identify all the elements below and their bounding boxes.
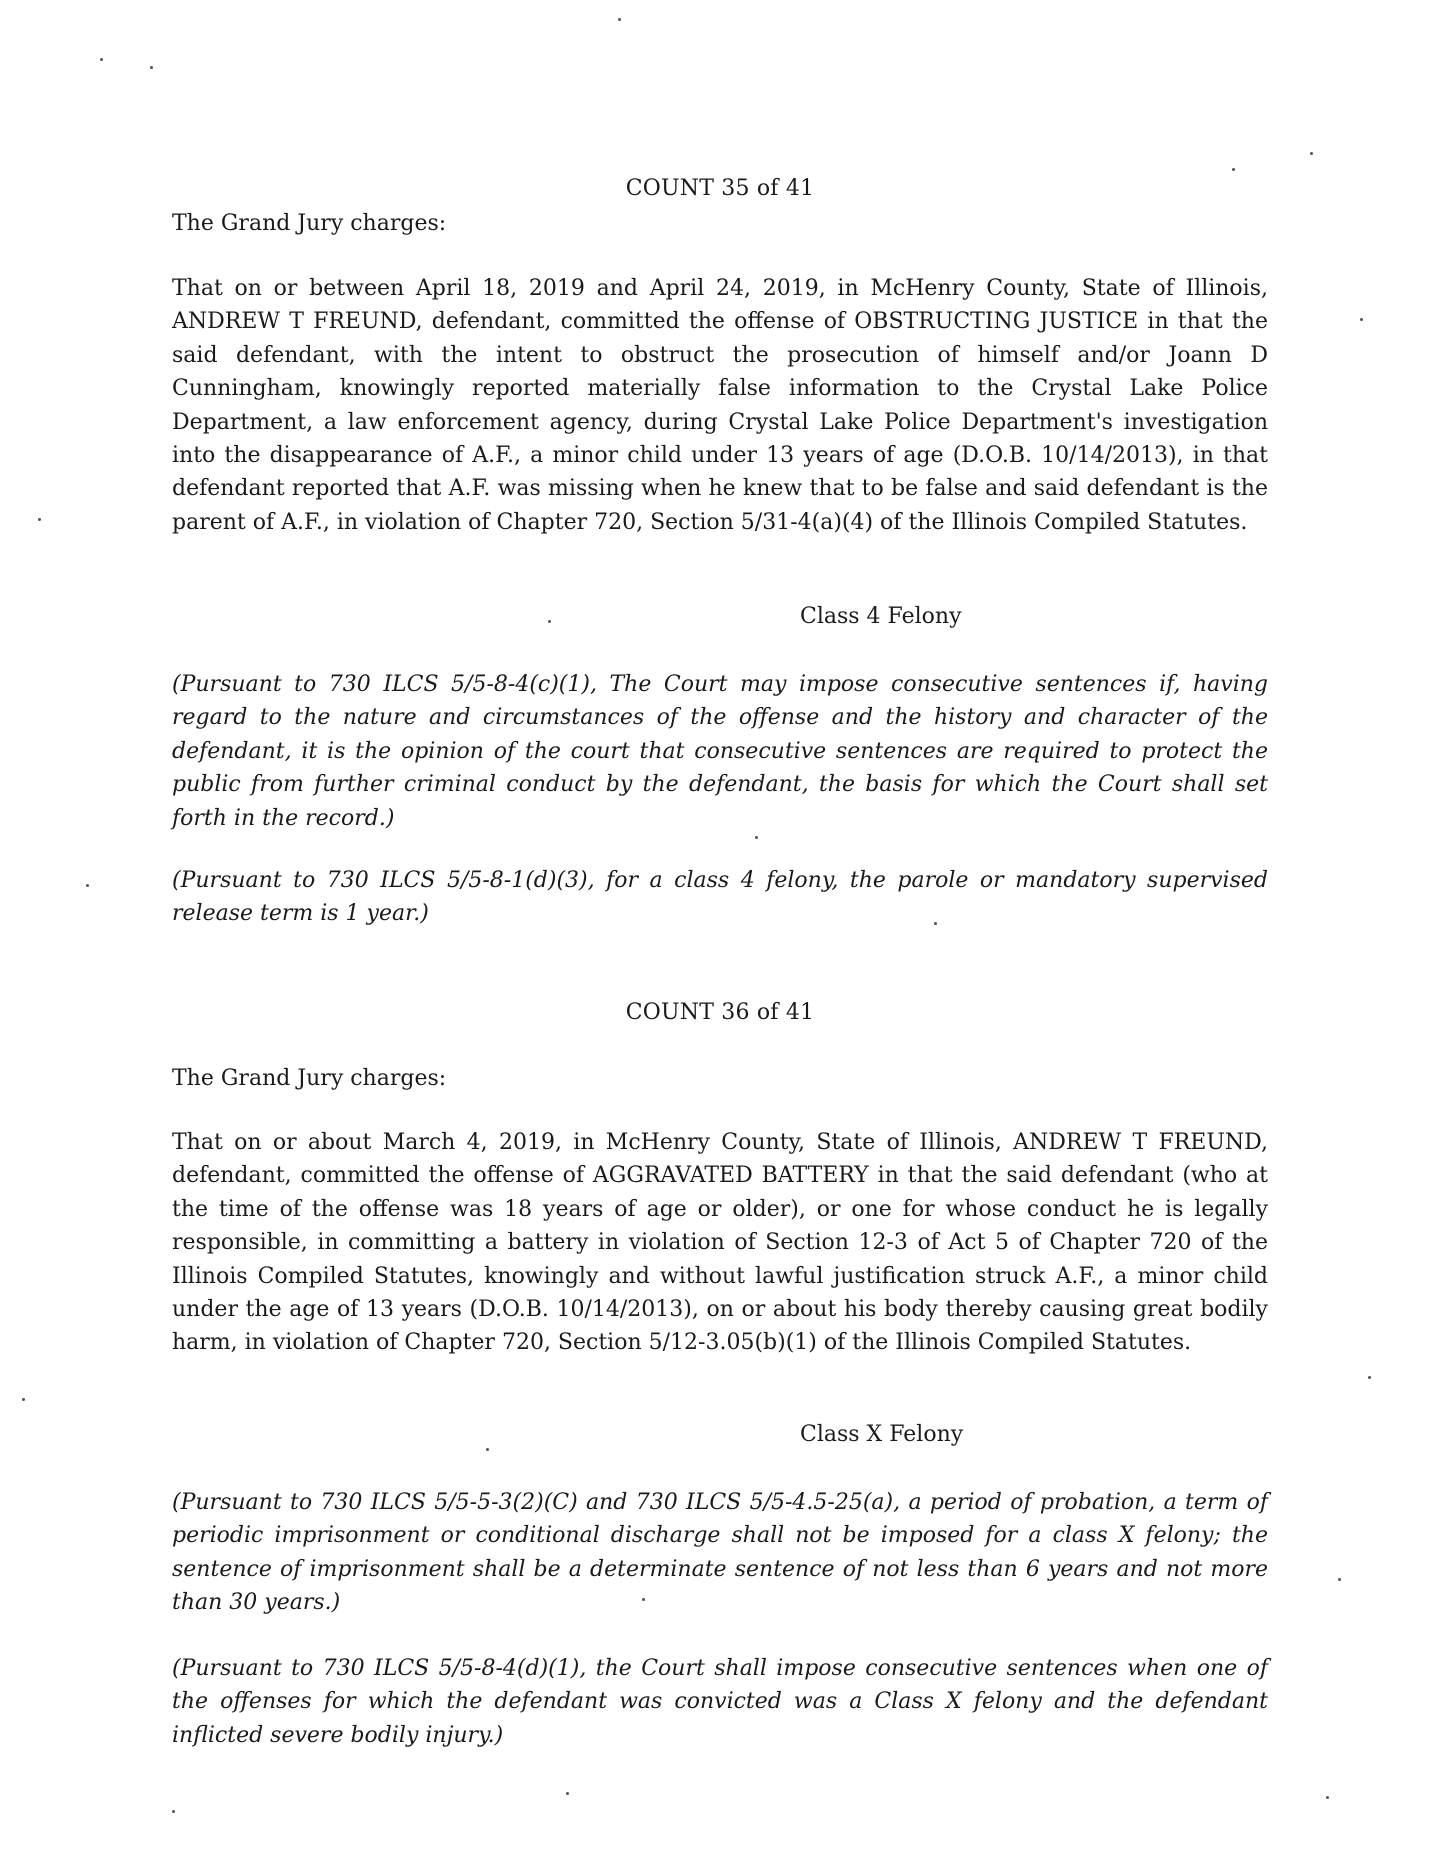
scan-speck — [934, 922, 937, 925]
scan-speck — [1326, 1796, 1329, 1799]
scan-speck — [1360, 318, 1363, 321]
scan-speck — [566, 1792, 569, 1795]
scan-speck — [1232, 168, 1235, 171]
count-36-heading: COUNT 36 of 41 — [625, 1000, 815, 1025]
count-36-intro: The Grand Jury charges: — [172, 1066, 447, 1091]
scan-speck — [1338, 1578, 1341, 1581]
scan-speck — [100, 58, 103, 61]
scan-speck — [755, 836, 758, 839]
scan-speck — [172, 1810, 175, 1813]
scan-speck — [38, 518, 41, 521]
scan-speck — [486, 1448, 489, 1451]
count-35-class: Class 4 Felony — [800, 604, 962, 629]
scan-speck — [618, 18, 621, 21]
count-35-charge: That on or between April 18, 2019 and April 24, 2019, in McHenry County, State of Illinois, ANDREW T FREUND, defendant, committed the offense of OBSTRUCTING JUSTICE in that the said defendant, with the intent to obstruct the prosecution of himself and/or Joann D Cunningham, knowingly reported materially false information to the Crystal Lake Police Department, a law enforcement agency, during Crystal Lake Police Department's investigation into the disappearance of A.F., a minor child under 13 years of age (D.O.B. 10/14/2013), in that defendant reported that A.F. was missing when he knew that to be false and said defendant is the parent of A.F., in violation of Chapter 720, Section 5/31-4(a)(4) of the Illinois Compiled Statutes. — [172, 276, 1268, 535]
count-35-note-1: (Pursuant to 730 ILCS 5/5-8-4(c)(1), The Court may impose consecutive sentences if, having regard to the nature and circumstances of the offense and the history and character of the defendant, it is the opinion of the court that consecutive sentences are required to protect the public from further criminal conduct by the defendant, the basis for which the Court shall set forth in the record.) — [172, 672, 1268, 831]
scan-speck — [150, 66, 153, 69]
count-35-heading: COUNT 35 of 41 — [625, 176, 815, 201]
count-36-note-1: (Pursuant to 730 ILCS 5/5-5-3(2)(C) and 730 ILCS 5/5-4.5-25(a), a period of probation, a term of periodic imprisonment or conditional discharge shall not be imposed for a class X felony; the sentence of imprisonment shall be a determinate sentence of not less than 6 years and not more than 30 years.) — [172, 1490, 1268, 1616]
scan-speck — [642, 1598, 645, 1601]
count-36-note-2: (Pursuant to 730 ILCS 5/5-8-4(d)(1), the Court shall impose consecutive sentences when one of the offenses for which the defendant was convicted was a Class X felony and the defendant inflicted severe bodily injury.) — [172, 1656, 1268, 1748]
count-35-note-2: (Pursuant to 730 ILCS 5/5-8-1(d)(3), for a class 4 felony, the parole or mandatory supervised release term is 1 year.) — [172, 868, 1268, 927]
scan-speck — [86, 884, 89, 887]
count-35-intro: The Grand Jury charges: — [172, 211, 447, 236]
count-36-charge: That on or about March 4, 2019, in McHenry County, State of Illinois, ANDREW T FREUND, defendant, committed the offense of AGGRAVATED BATTERY in that the said defendant (who at the time of the offense was 18 years of age or older), or one for whose conduct he is legally responsible, in committing a battery in violation of Section 12-3 of Act 5 of Chapter 720 of the Illinois Compiled Statutes, knowingly and without lawful justification struck A.F., a minor child under the age of 13 years (D.O.B. 10/14/2013), on or about his body thereby causing great bodily harm, in violation of Chapter 720, Section 5/12-3.05(b)(1) of the Illinois Compiled Statutes. — [172, 1130, 1268, 1356]
count-36-class: Class X Felony — [800, 1422, 964, 1447]
scan-speck — [548, 620, 551, 623]
scan-speck — [22, 1398, 25, 1401]
scan-speck — [1310, 152, 1313, 155]
scan-speck — [1368, 1376, 1371, 1379]
